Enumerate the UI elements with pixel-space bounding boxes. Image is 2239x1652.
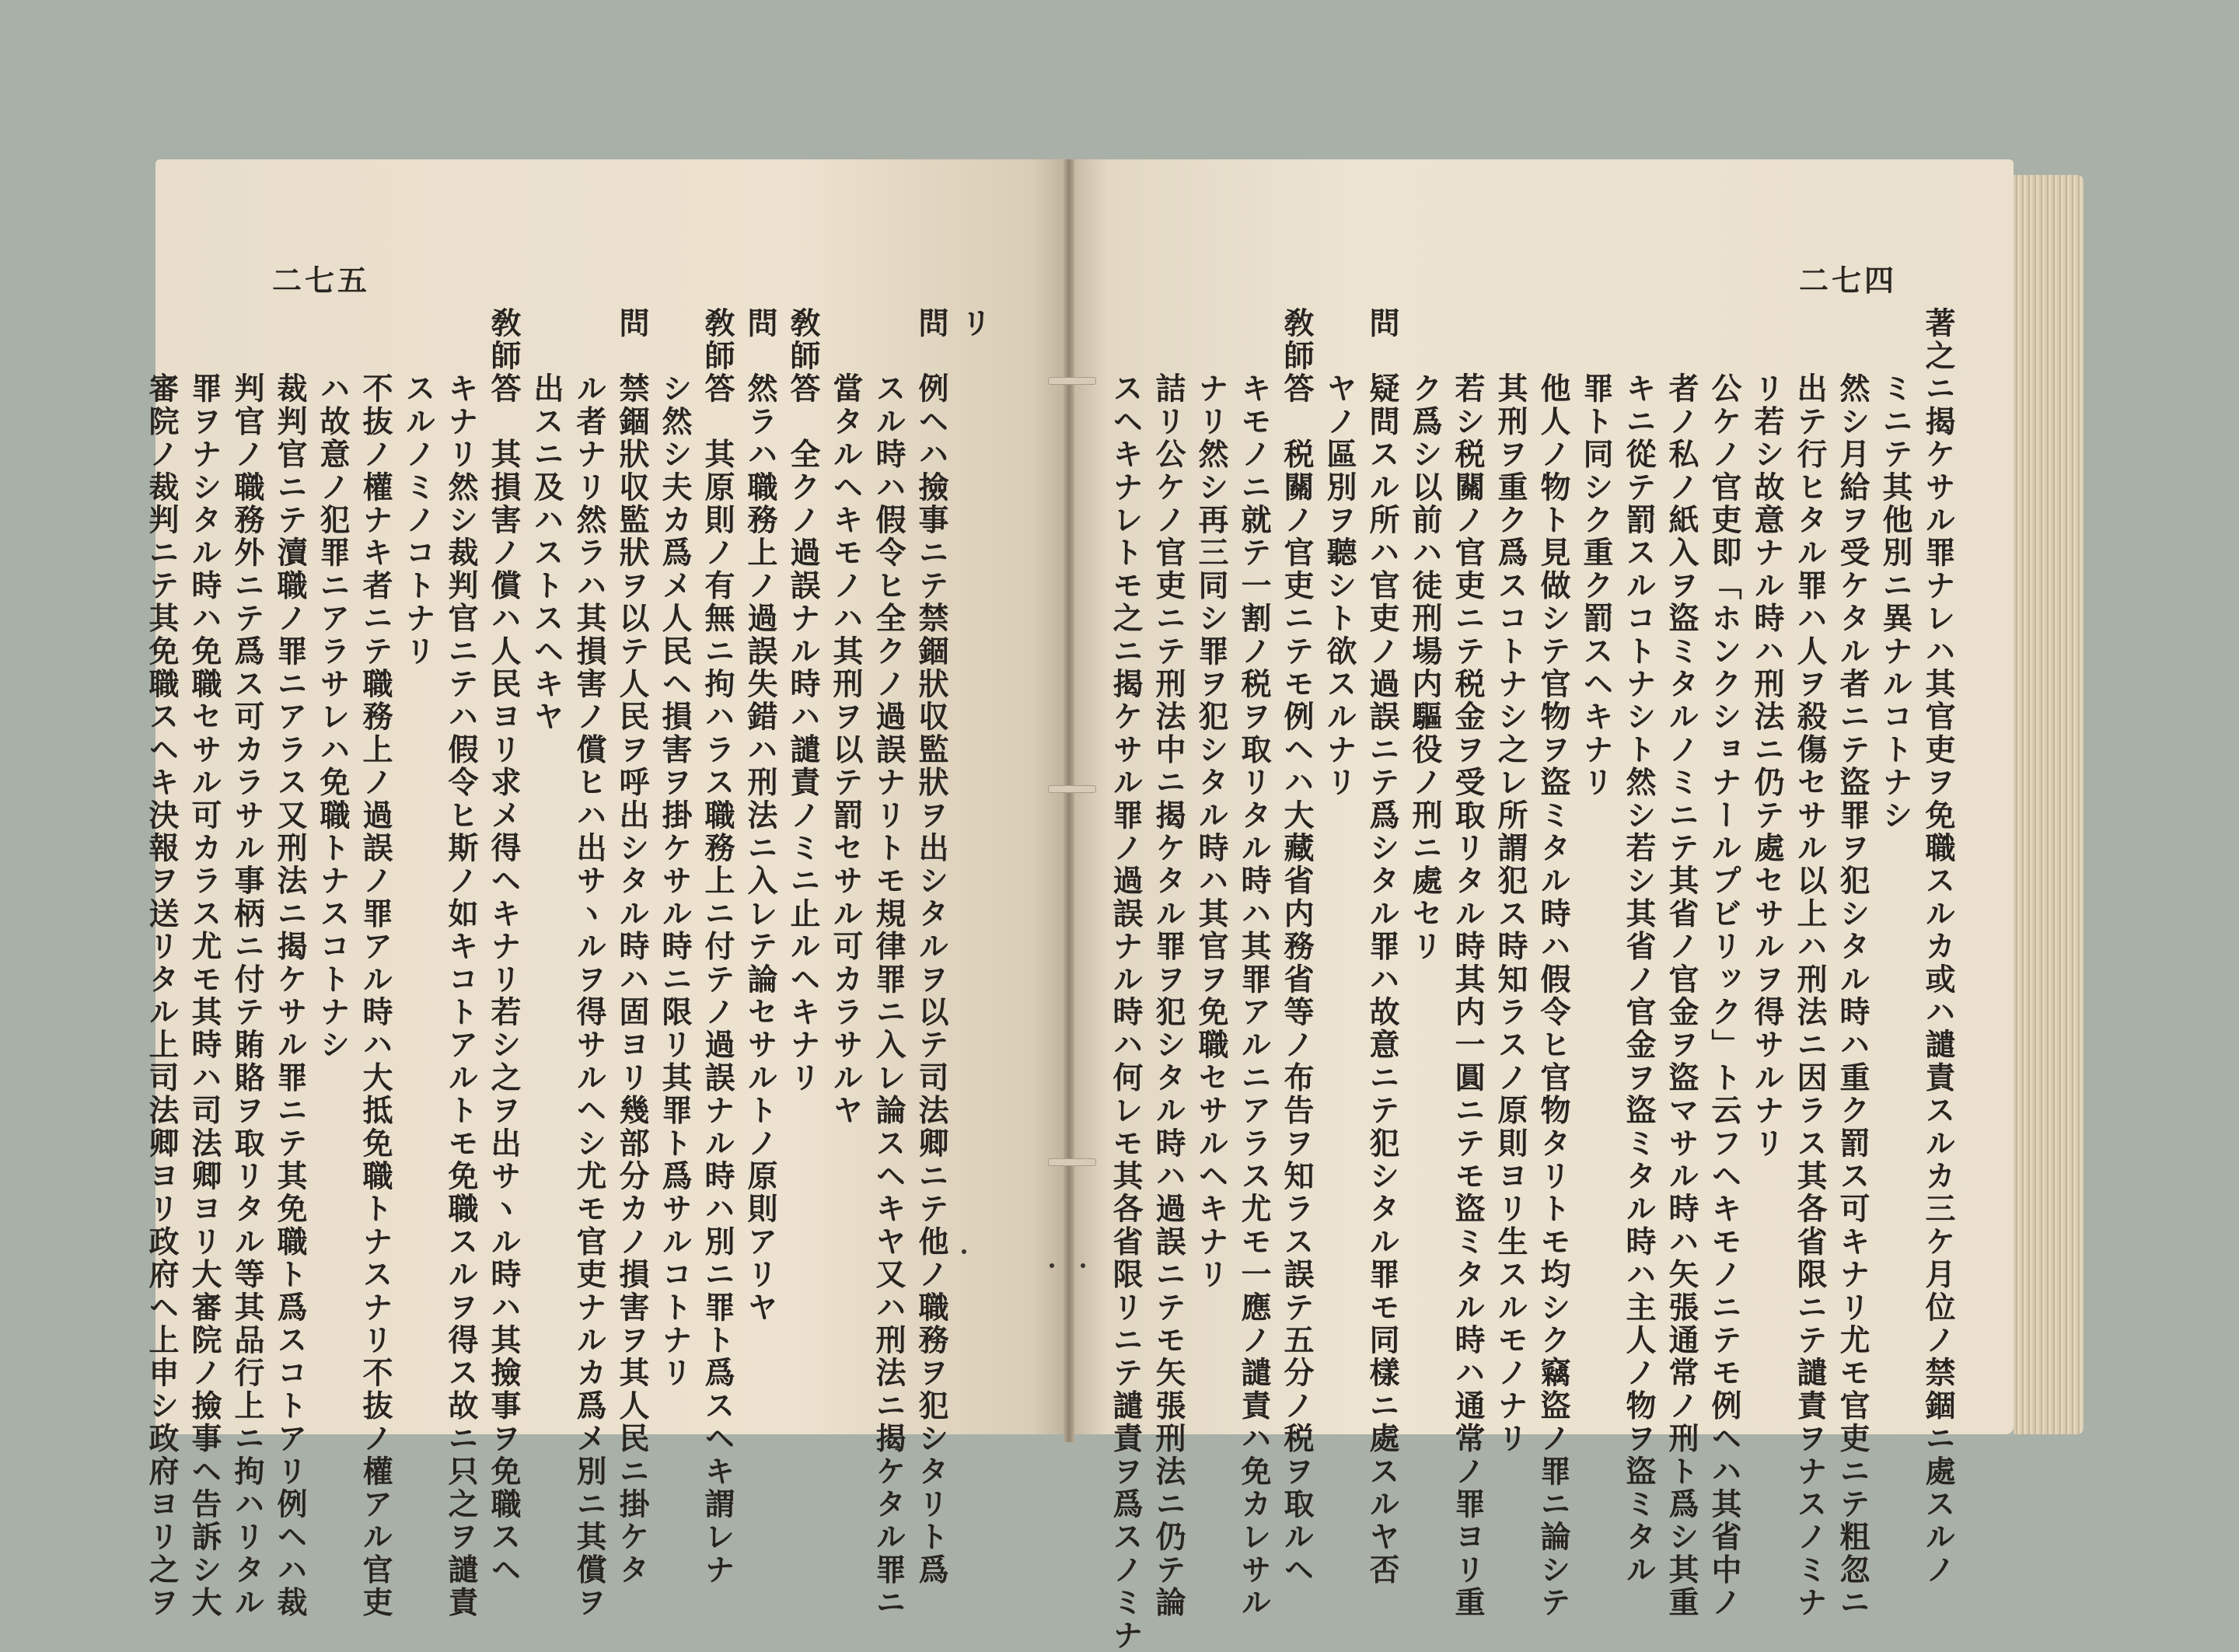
text-column: スルノミノコトナリ: [400, 307, 436, 669]
text-column: 判官ノ職務外ニテ爲ス可カラサル事柄ニ付テ賄賂ヲ取リタル等其品行上ニ拘ハリタル: [229, 307, 265, 1619]
text-column: 其刑ヲ重ク爲スコトナシ之レ所謂犯ス時知ラスノ原則ヨリ生スルモノナリ: [1493, 307, 1528, 1455]
text-column: ハ故意ノ犯罪ニアラサレハ免職トナスコトナシ: [315, 307, 351, 1062]
text-column: ヤノ區別ヲ聽シト欲スルナリ: [1322, 307, 1357, 799]
text-column: 不抜ノ權ナキ者ニテ職務上ノ過誤ノ罪アル時ハ大抵免職トナスナリ不抜ノ權アル官吏: [358, 307, 393, 1620]
text-column: 若シ税關ノ官吏ニテ税金ヲ受取リタル時其内一圓ニテモ盜ミタル時ハ通常ノ罪ヨリ重: [1450, 307, 1486, 1619]
text-column: 審院ノ裁判ニテ其免職スヘキ決報ヲ送リタル上司法卿ヨリ政府ヘ上申シ政府ヨリ之ヲ: [144, 307, 180, 1619]
open-book: [144, 159, 2084, 1652]
text-column: リ若シ故意ナル時ハ刑法ニ仍テ處セサルヲ得サルナリ: [1749, 307, 1785, 1161]
binding-hole: [1081, 1263, 1085, 1268]
text-column: 問 例ヘハ撿事ニテ禁錮狀収監狀ヲ出シタルヲ以テ司法卿ニテ他ノ職務ヲ犯シタリト爲: [913, 307, 949, 1587]
text-column: スル時ハ假令ヒ全クノ過誤ナリトモ規律罪ニ入レ論スヘキヤ又ハ刑法ニ揭ケタル罪ニ: [871, 307, 906, 1619]
text-column: 他人ノ物ト見做シテ官物ヲ盜ミタル時ハ假令ヒ官物タリトモ均シク竊盜ノ罪ニ論シテ: [1535, 307, 1571, 1619]
page-number-right: 二七四: [1798, 263, 1897, 298]
text-column: 罪ヲナシタル時ハ免職セサル可カラス尤モ其時ハ司法卿ヨリ大審院ノ撿事ヘ告訴シ大: [187, 307, 222, 1619]
binding-hole: [962, 1249, 966, 1254]
text-column: ク爲シ以前ハ徒刑場内驅役ノ刑ニ處セリ: [1407, 307, 1443, 963]
binding-stitch: [1048, 377, 1096, 385]
text-column: 問 疑問スル所ハ官吏ノ過誤ニテ爲シタル罪ハ故意ニテ犯シタル罪モ同樣ニ處スルヤ否: [1364, 307, 1400, 1587]
right-page: [1069, 159, 2014, 1652]
text-column: 出テ行ヒタル罪ハ人ヲ殺傷セサル以上ハ刑法ニ因ラス其各省限ニテ譴責ヲナスノミナ: [1792, 307, 1828, 1619]
text-column: ナリ然シ再三同シ罪ヲ犯シタル時ハ其官ヲ免職セサルヘキナリ: [1193, 307, 1229, 1291]
text-column: 著之ニ揭ケサル罪ナレハ其官吏ヲ免職スルカ或ハ譴責スルカ三ケ月位ノ禁錮ニ處スルノ: [1920, 307, 1956, 1587]
text-column: シ然シ夫カ爲メ人民ヘ損害ヲ掛ケサル時ニ限リ其罪ト爲サルコトナリ: [657, 307, 693, 1390]
page-number-left: 二七五: [272, 263, 371, 298]
text-column: 問 然ラハ職務上ノ過誤失錯ハ刑法ニ入レテ論セサルトノ原則アリヤ: [742, 307, 778, 1325]
text-column: 敎師答 其損害ノ償ハ人民ヨリ求メ得ヘキナリ若シ之ヲ出サヽル時ハ其撿事ヲ免職スヘ: [486, 307, 522, 1587]
text-column: 當タルヘキモノハ其刑ヲ以テ罰セサル可カラサルヤ: [828, 307, 864, 1127]
left-page: [144, 159, 1069, 1620]
text-column: スヘキナレトモ之ニ揭ケサル罪ノ過誤ナル時ハ何レモ其各省限リニテ譴責ヲ爲スノミナ: [1108, 307, 1144, 1652]
text-column: 罪ト同シク重ク罰スヘキナリ: [1578, 307, 1614, 799]
text-column: 問 禁錮狀収監狀ヲ以テ人民ヲ呼出シタル時ハ固ヨリ幾部分カノ損害ヲ其人民ニ掛ケタ: [614, 307, 650, 1587]
left-page-text: [144, 307, 992, 1620]
text-column: 然シ月給ヲ受ケタル者ニテ盜罪ヲ犯シタル時ハ重ク罰ス可キナリ尤モ官吏ニテ粗忽ニ: [1835, 307, 1870, 1619]
text-column: 公ケノ官吏即「ホンクショナールプビリック」ト云フヘキモノニテモ例ヘハ其省中ノ: [1706, 307, 1742, 1619]
text-column: 詰リ公ケノ官吏ニテ刑法中ニ揭ケタル罪ヲ犯シタル時ハ過誤ニテモ矢張刑法ニ仍テ論: [1151, 307, 1186, 1619]
text-column: リ: [956, 307, 992, 341]
text-column: キナリ然シ裁判官ニテハ假令ヒ斯ノ如キコトアルトモ免職スルヲ得ス故ニ只之ヲ譴責: [443, 307, 479, 1619]
text-column: 裁判官ニテ瀆職ノ罪ニアラス又刑法ニ揭ケサル罪ニテ其免職ト爲スコトアリ例ヘハ裁: [272, 307, 308, 1619]
text-column: 者ノ私ノ紙入ヲ盜ミタルノミニテ其省ノ官金ヲ盜マサル時ハ矢張通常ノ刑ト爲シ其重: [1664, 307, 1699, 1619]
binding-stitch: [1048, 1158, 1096, 1166]
text-column: 敎師答 税關ノ官吏ニテモ例ヘハ大藏省内務省等ノ布告ヲ知ラス誤テ五分ノ税ヲ取ルヘ: [1279, 307, 1315, 1587]
text-column: キニ從テ罰スルコトナシト然シ若シ其省ノ官金ヲ盜ミタル時ハ主人ノ物ヲ盜ミタル: [1621, 307, 1657, 1587]
text-column: 出スニ及ハストスヘキヤ: [529, 307, 564, 734]
right-page-text: [1108, 307, 1956, 1652]
text-column: ミニテ其他別ニ異ナルコトナシ: [1877, 307, 1913, 833]
text-column: 敎師答 全クノ過誤ナル時ハ譴責ノミニ止ルヘキナリ: [785, 307, 821, 1095]
binding-hole: [1050, 1263, 1054, 1268]
text-column: キモノニ就テ一割ノ税ヲ取リタル時ハ其罪アルニアラス尤モ一應ノ譴責ハ免カレサル: [1236, 307, 1272, 1619]
text-column: ル者ナリ然ラハ其損害ノ償ヒハ出サヽルヲ得サルヘシ尤モ官吏ナルカ爲メ別ニ其償ヲ: [571, 307, 607, 1619]
page-edges: [2014, 175, 2084, 1434]
binding-stitch: [1048, 785, 1096, 793]
text-column: 敎師答 其原則ノ有無ニ拘ハラス職務上ニ付テノ過誤ナル時ハ別ニ罪ト爲スヘキ謂レナ: [700, 307, 735, 1587]
book-gutter: [1064, 159, 1074, 1442]
